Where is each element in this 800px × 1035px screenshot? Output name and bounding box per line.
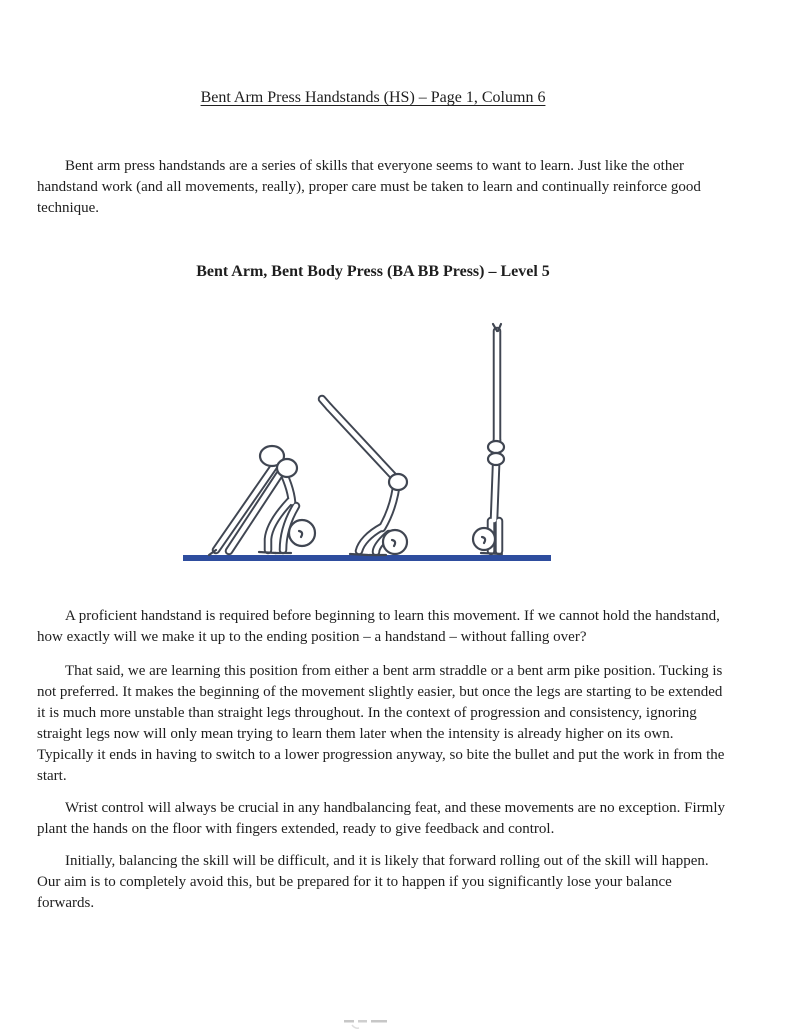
waist-3b [488,453,504,465]
page-bottom-cutoff-artifact [344,1019,396,1033]
figure-stage-mid-press [322,399,397,552]
section-heading: Bent Arm, Bent Body Press (BA BB Press) – Level 5 [196,263,550,280]
hand-1a [259,552,276,553]
press-handstand-figure-svg [183,322,551,563]
press-handstand-illustration [183,322,551,563]
hand-2a [350,554,368,555]
page-title: Bent Arm Press Handstands (HS) – Page 1, Column 6 [200,89,546,106]
waist-3a [488,441,504,453]
paragraph-wrist-control: Wrist control will always be crucial in any handbalancing feat, and these movements are no exception. Firmly plant the hands on the floor with fingers extended, ready to give feedback and control. [37,800,726,837]
paragraph-balancing: Initially, balancing the skill will be difficult, and it is likely that forward rolling out of the skill will happen. Our aim is to completely avoid this, but be prepared for it to happen if you significantly lose your balance forwards. [37,853,709,911]
paragraph-intro: Bent arm press handstands are a series of skills that everyone seems to want to learn. Just like the other handstand work (and all movements, really), proper care must be taken to learn and continually reinforce good technique. [37,158,701,216]
figure-outlines [216,331,499,552]
paragraph-straddle-pike: That said, we are learning this position from either a bent arm straddle or a bent arm pike position. Tucking is not preferred. It makes the beginning of the movement slightly easier, but once the legs are starting to be extended it is much more unstable than straight legs throughout. In the context of progression and consistency, ignoring straight legs now will only mean trying to learn them later when the intensity is already higher on its own. Typically it ends in having to switch to a lower progression anyway, so bite the bullet and put the work in from the start. [37,663,725,784]
hip-joint-2 [389,474,407,490]
paragraph-proficient-handstand: A proficient handstand is required before beginning to learn this movement. If we cannot hold the handstand, how exactly will we make it up to the ending position – a handstand – without falling over? [37,608,720,645]
pelvis-1 [277,459,297,477]
hands-3 [481,553,502,554]
